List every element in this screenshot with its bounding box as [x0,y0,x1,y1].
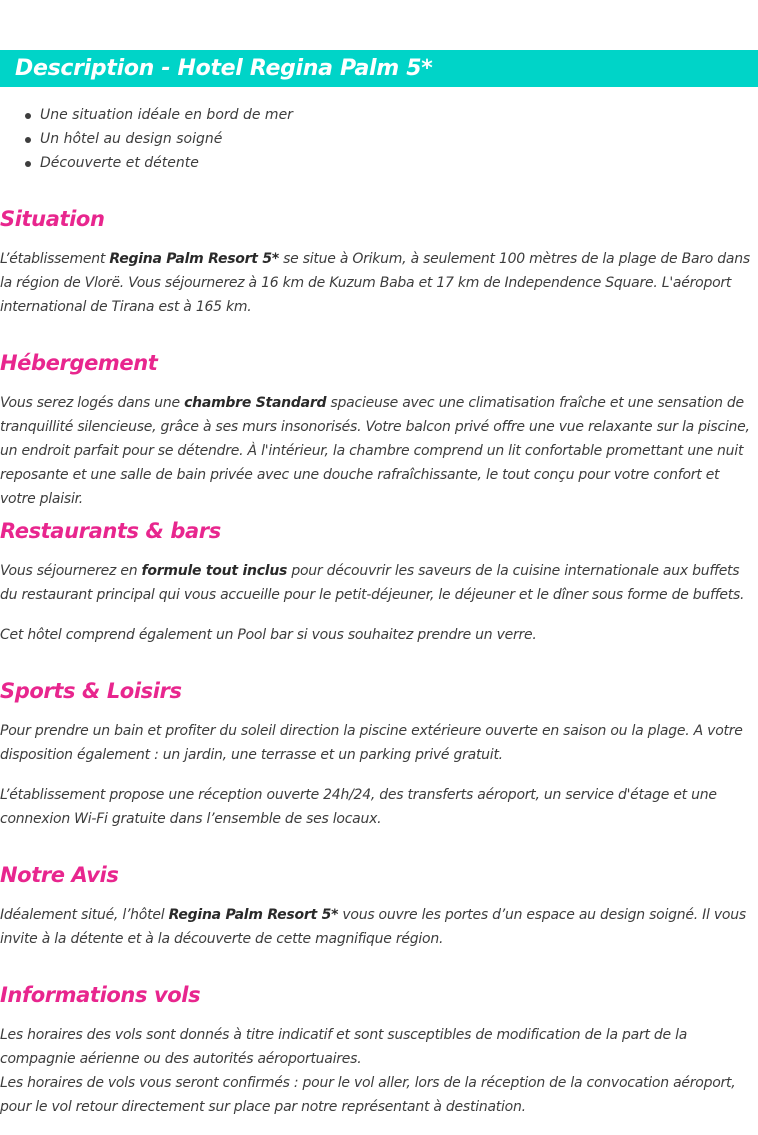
situation-paragraph [0,247,758,319]
vols-paragraph [0,1023,758,1119]
text-segment: spacieuse avec une climatisation fraîche et une sensation de tranquillité silencieuse, grâce à ses murs insonorisés. Votre balcon privé offre une vue relaxante sur la piscine, un endroit parfait pour se détendre. À l'intérieur, la chambre comprend un lit confortable promettant une nuit reposante et une salle de bain privée avec une douche rafraîchissante, le tout conçu pour votre confort et votre plaisir. [0,395,750,507]
vols-title: Informations vols [0,983,201,1007]
room-type: chambre Standard [184,395,327,411]
avis-paragraph [0,903,758,951]
avis-title: Notre Avis [0,863,119,887]
description-banner [0,50,758,87]
restaurants-paragraph-1 [0,559,758,607]
highlight-item: Un hôtel au design soigné [0,127,293,151]
sports-paragraph-1: Pour prendre un bain et profiter du soleil direction la piscine extérieure ouverte en saison ou la plage. A votre disposition également : un jardin, une terrasse et un parking privé gratuit. [0,723,743,763]
sports-title: Sports & Loisirs [0,679,182,703]
highlight-item: Découverte et détente [0,151,293,175]
hotel-name: Regina Palm Resort 5* [168,907,339,923]
situation-title: Situation [0,207,105,231]
text-segment: se situe à Orikum, à seulement 100 mètres de la plage de Baro dans la région de Vlorë. Vous séjournerez à 16 km de Kuzum Baba et 17 km de Independence Square. L'aéroport international de Tirana est à 165 km. [0,251,750,315]
text-segment: Les horaires de vols vous seront confirmés : pour le vol aller, lors de la réception de la convocation aéroport, pour le vol retour directement sur place par notre représentant à destination. [0,1075,736,1115]
text-segment: vous ouvre les portes d’un espace au design soigné. Il vous invite à la détente et à la découverte de cette magnifique région. [0,907,746,947]
hebergement-title: Hébergement [0,351,158,375]
restaurants-title: Restaurants & bars [0,519,221,543]
board-type: formule tout inclus [141,563,288,579]
text-segment: Les horaires des vols sont donnés à titre indicatif et sont susceptibles de modification de la part de la compagnie aérienne ou des autorités aéroportuaires. [0,1027,688,1067]
highlight-item: Une situation idéale en bord de mer [0,103,293,127]
restaurants-paragraph-2: Cet hôtel comprend également un Pool bar si vous souhaitez prendre un verre. [0,627,537,643]
hebergement-paragraph [0,391,758,511]
highlights-list [0,103,293,175]
text-segment: pour découvrir les saveurs de la cuisine internationale aux buffets du restaurant principal qui vous accueille pour le petit-déjeuner, le déjeuner et le dîner sous forme de buffets. [0,563,745,603]
sports-paragraph-2: L’établissement propose une réception ouverte 24h/24, des transferts aéroport, un service d'étage et une connexion Wi-Fi gratuite dans l’ensemble de ses locaux. [0,787,717,827]
banner-title: Description - Hotel Regina Palm 5* [15,55,433,81]
text-segment: Vous serez logés dans une [0,395,185,411]
text-segment: Vous séjournerez en [0,563,142,579]
text-segment: Idéalement situé, l’hôtel [0,907,169,923]
hotel-name: Regina Palm Resort 5* [109,251,279,267]
text-segment: L’établissement [0,251,110,267]
